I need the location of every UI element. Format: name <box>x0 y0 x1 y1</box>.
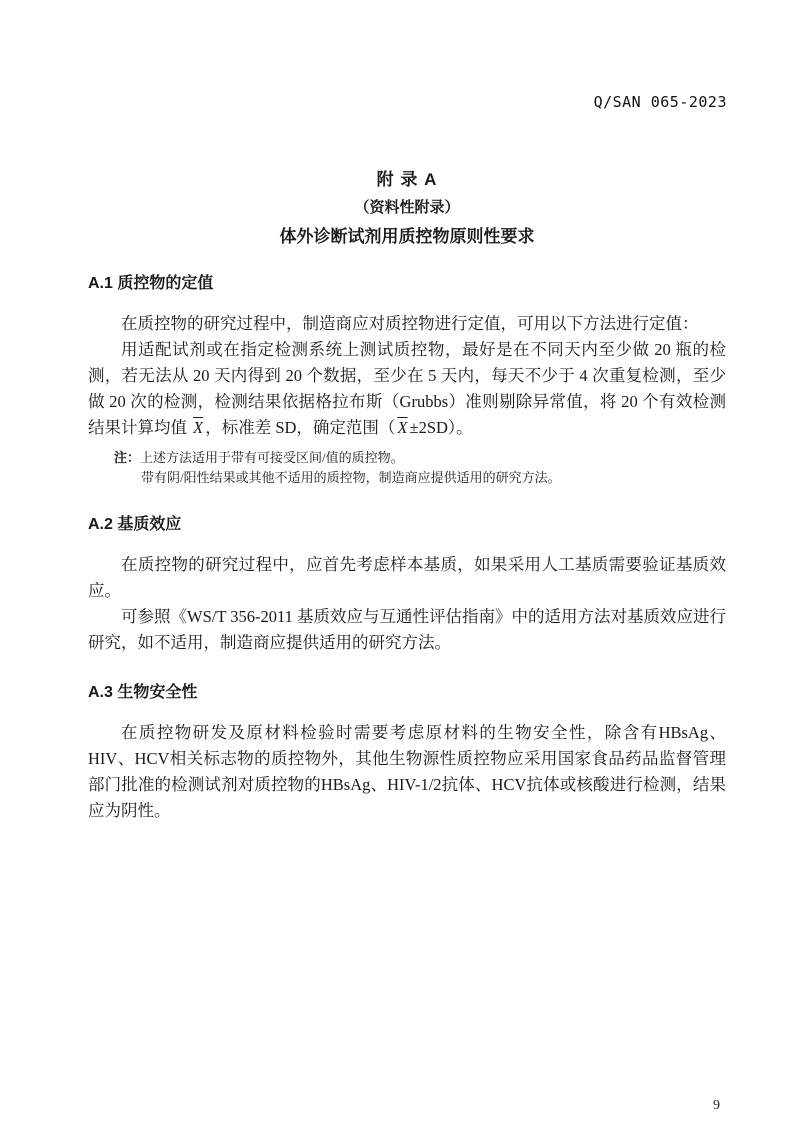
section-a1-heading: A.1 质控物的定值 <box>88 275 214 292</box>
section-a1-paragraph-2-text: 用适配试剂或在指定检测系统上测试质控物，最好是在不同天内至少做 20 瓶的检测，若无法从 20 天内得到 20 个数据，至少在 5 天内，每天不少于 4 次重复检测，至少做 20 次的检测，检测结果依据格拉布斯（Grubbs）准则剔除异常值，将 20 个有效检测结果计算均值 <box>88 340 726 437</box>
doc-code: Q/SAN 065-2023 <box>593 93 727 111</box>
note-text-2: 带有阴/阳性结果或其他不适用的质控物，制造商应提供适用的研究方法。 <box>141 470 561 485</box>
page-number: 9 <box>713 1098 720 1113</box>
note-text-1: 上述方法适用于带有可接受区间/值的质控物。 <box>140 450 404 465</box>
section-a3-paragraph-1: 在质控物研发及原材料检验时需要考虑原材料的生物安全性，除含有HBsAg、HIV、HCV相关标志物的质控物外，其他生物源性质控物应采用国家食品药品监督管理部门批准的检测试剂对质控物的HBsAg、HIV-1/2抗体、HCV抗体或核酸进行检测，结果应为阴性。 <box>88 723 726 820</box>
section-a2-heading: A.2 基质效应 <box>88 516 182 533</box>
appendix-title: 附 录 A <box>376 170 438 189</box>
section-a2-paragraph-1: 在质控物的研究过程中，应首先考虑样本基质，如果采用人工基质需要验证基质效应。 <box>88 555 726 600</box>
appendix-subject: 体外诊断试剂用质控物原则性要求 <box>279 227 535 246</box>
note-label: 注： <box>114 450 141 465</box>
section-a3-heading: A.3 生物安全性 <box>88 684 198 701</box>
page-content <box>88 168 726 824</box>
x-bar-symbol: $\overline{X}$ <box>397 418 408 437</box>
section-a2-paragraph-2: 可参照《WS/T 356-2011 基质效应与互通性评估指南》中的适用方法对基质效应进行研究，如不适用，制造商应提供适用的研究方法。 <box>88 607 726 652</box>
section-a1-paragraph-2 <box>88 337 726 441</box>
appendix-type: （资料性附录） <box>354 199 460 216</box>
section-a1-paragraph-2-text-3: ±2SD）。 <box>409 418 473 437</box>
x-bar-symbol: $\overline{X}$ <box>193 418 204 437</box>
section-a1-note <box>114 448 726 488</box>
section-a1-paragraph-1: 在质控物的研究过程中，制造商应对质控物进行定值，可用以下方法进行定值： <box>121 314 699 333</box>
section-a1-paragraph-2-text-2: ，标准差 SD，确定范围（ <box>205 418 396 437</box>
note-line-1 <box>114 448 726 468</box>
